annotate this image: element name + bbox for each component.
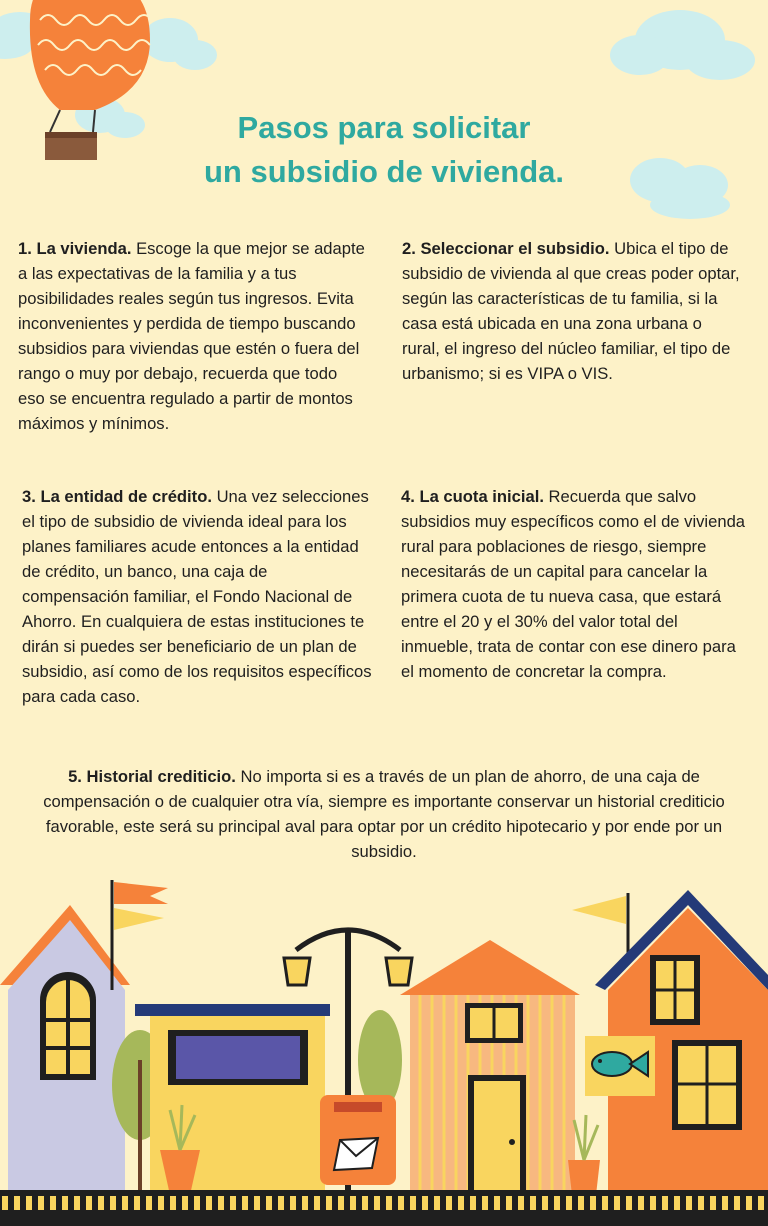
street-stripe (578, 1196, 584, 1210)
step-1-text: Escoge la que mejor se adapte a las expectativas de la familia y a tus posibilidades reales según tus ingresos. Evita inconvenientes y perdida de tiempo buscando subsidios para viviendas que estén o fuera del rango o muy por debajo, recuerda que todo eso se encuentra regulado a partir de montos máximos y mínimos. (18, 239, 365, 433)
house-orange (572, 890, 768, 1200)
street-stripe (650, 1196, 656, 1210)
street-stripe (494, 1196, 500, 1210)
street-stripe (506, 1196, 512, 1210)
fish-sign-illustration (585, 1036, 655, 1096)
step-5-block (30, 764, 738, 864)
title-line-1: Pasos para solicitar (237, 110, 531, 145)
tree-illustration (112, 1030, 168, 1195)
street-stripe (626, 1196, 632, 1210)
street-stripe (410, 1196, 416, 1210)
step-5-heading: 5. Historial crediticio. (68, 767, 236, 786)
street-stripe (458, 1196, 464, 1210)
street-stripe (734, 1196, 740, 1210)
street-stripe (722, 1196, 728, 1210)
step-1-block (18, 236, 368, 436)
street-stripe (26, 1196, 32, 1210)
street-stripe (566, 1196, 572, 1210)
title-line-2: un subsidio de vivienda. (203, 154, 564, 189)
street-stripe (218, 1196, 224, 1210)
street-stripe (182, 1196, 188, 1210)
street-stripe (590, 1196, 596, 1210)
street-stripe (230, 1196, 236, 1210)
step-5-text: No importa si es a través de un plan de ahorro, de una caja de compensación o de cualquier otra vía, siempre es importante conservar un historial crediticio favorable, este será su principal aval para optar por un crédito hipotecario y por ende por un subsidio. (43, 767, 725, 861)
step-3-text: Una vez selecciones el tipo de subsidio de vivienda ideal para los planes familiares acude entonces a la entidad de crédito, un banco, una caja de compensación familiar, el Fondo Nacional de Ahorro. En cualquiera de estas instituciones te dirán si puedes ser beneficiario de un plan de subsidio, así como de los requisitos específicos para cada caso. (22, 487, 372, 706)
step-4-block (401, 484, 746, 684)
step-3-heading: 3. La entidad de crédito. (22, 487, 212, 506)
plant-illustration (568, 1115, 600, 1195)
street-stripe (698, 1196, 704, 1210)
street-stripe (350, 1196, 356, 1210)
street-stripe (110, 1196, 116, 1210)
street-stripe (314, 1196, 320, 1210)
street-stripe (362, 1196, 368, 1210)
street-stripe (62, 1196, 68, 1210)
mailbox-illustration (320, 1095, 396, 1185)
street-stripe (374, 1196, 380, 1210)
street-stripe (170, 1196, 176, 1210)
step-3-block (22, 484, 372, 709)
street-stripe (194, 1196, 200, 1210)
street-stripe (710, 1196, 716, 1210)
street-stripe (38, 1196, 44, 1210)
street-stripe (434, 1196, 440, 1210)
street-stripe (470, 1196, 476, 1210)
street-stripe (2, 1196, 8, 1210)
page-title (0, 106, 768, 194)
street-stripe (290, 1196, 296, 1210)
street-stripe (242, 1196, 248, 1210)
street-stripe (266, 1196, 272, 1210)
step-2-heading: 2. Seleccionar el subsidio. (402, 239, 610, 258)
street-stripe (74, 1196, 80, 1210)
house-yellow (135, 1004, 330, 1200)
street-stripe (302, 1196, 308, 1210)
step-1-heading: 1. La vivienda. (18, 239, 132, 258)
step-4-text: Recuerda que salvo subsidios muy específicos como el de vivienda rural para poblaciones de riesgo, siempre necesitarás de un capital para cancelar la primera cuota de tu nueva casa, que estará entre el 20 y el 30% del valor total del inmueble, trata de contar con ese dinero para el momento de concretar la compra. (401, 487, 746, 681)
street-stripe (278, 1196, 284, 1210)
street-stripe (326, 1196, 332, 1210)
street-stripe (602, 1196, 608, 1210)
street-stripe (98, 1196, 104, 1210)
street-stripe (422, 1196, 428, 1210)
house-striped (400, 940, 580, 1200)
street-stripe (386, 1196, 392, 1210)
street-stripe (14, 1196, 20, 1210)
street-stripe (446, 1196, 452, 1210)
street-stripe (254, 1196, 260, 1210)
street-stripe (134, 1196, 140, 1210)
street-stripe (86, 1196, 92, 1210)
street-stripe (122, 1196, 128, 1210)
street-stripe (50, 1196, 56, 1210)
street-stripe (338, 1196, 344, 1210)
street (0, 1190, 768, 1226)
street-stripe (662, 1196, 668, 1210)
street-stripe (146, 1196, 152, 1210)
street-stripe (206, 1196, 212, 1210)
street-stripe (614, 1196, 620, 1210)
street-stripe (530, 1196, 536, 1210)
street-stripe (158, 1196, 164, 1210)
step-2-text: Ubica el tipo de subsidio de vivienda al que creas poder optar, según las características de tu familia, si la casa está ubicada en una zona urbana o rural, el ingreso del núcleo familiar, el tipo de urbanismo; si es VIPA o VIS. (402, 239, 740, 383)
street-stripe (686, 1196, 692, 1210)
street-stripe (758, 1196, 764, 1210)
street-stripe (674, 1196, 680, 1210)
street-stripe (542, 1196, 548, 1210)
street-stripe (638, 1196, 644, 1210)
street-stripe (518, 1196, 524, 1210)
street-stripe (746, 1196, 752, 1210)
street-stripe (398, 1196, 404, 1210)
street-stripe (482, 1196, 488, 1210)
step-4-heading: 4. La cuota inicial. (401, 487, 544, 506)
tree-illustration-2 (358, 1010, 402, 1110)
street-lamp-illustration (284, 930, 412, 1200)
step-2-block (402, 236, 742, 386)
street-stripe (554, 1196, 560, 1210)
house-lavender (0, 880, 168, 1200)
street-stripes (2, 1196, 764, 1210)
